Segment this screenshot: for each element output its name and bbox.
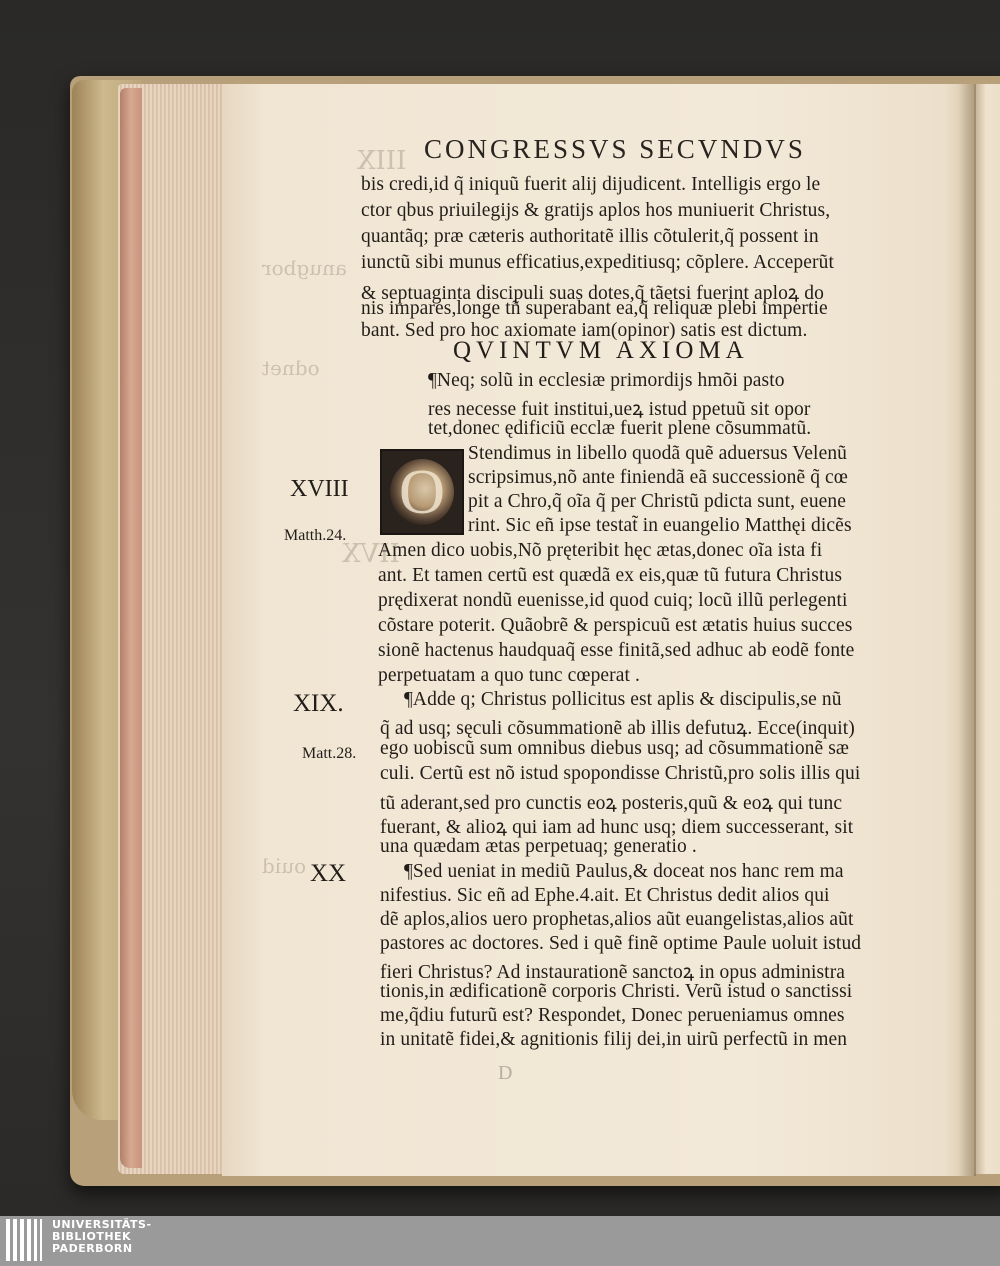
library-logo-line3: PADERBORN bbox=[52, 1242, 133, 1255]
text-line: Amen dico uobis,Nõ pręteribit hęc ætas,donec oĩa ista fi bbox=[378, 540, 823, 561]
text-line: una quædam ætas perpetuaq; generatio . bbox=[380, 836, 697, 857]
text-line: quantãq; præ cæteris authoritatẽ illis cõtulerit,q̃ possent in bbox=[361, 226, 819, 247]
margin-numeral-xix: XIX. bbox=[293, 690, 344, 717]
text-line: ego uobiscũ sum omnibus diebus usq; ad cõsummationẽ sæ bbox=[380, 738, 850, 759]
section-title: QVINTVM AXIOMA bbox=[453, 337, 749, 364]
text-line: q̃ ad usq; sęculi cõsummationẽ ab illis defutuꝝ. Ecce(inquit) bbox=[380, 718, 855, 739]
text-line: prędixerat nondũ euenisse,id quod cuiq; locũ illũ perlegenti bbox=[378, 590, 848, 611]
text-line: perpetuatam a quo tunc cœperat . bbox=[378, 665, 641, 686]
summary-line: ¶Neq; solũ in ecclesiæ primordijs hmõi pasto bbox=[428, 370, 785, 391]
text-line: sionẽ hactenus haudquaq̃ esse finitã,sed adhuc ab eodẽ fonte bbox=[378, 640, 855, 661]
library-logo-icon bbox=[6, 1219, 44, 1261]
gutter-shadow bbox=[958, 84, 976, 1176]
text-line: dẽ aplos,alios uero prophetas,alios aũt euangelistas,alios aũt bbox=[380, 909, 854, 930]
text-line: ant. Et tamen certũ est quædã ex eis,quæ tũ futura Christus bbox=[378, 565, 843, 586]
library-logo-line2: BIBLIOTHEK bbox=[52, 1230, 132, 1243]
text-line: me,q̃diu futurũ est? Respondet, Donec perueniamus omnes bbox=[380, 1005, 845, 1026]
show-through-text: ouid bbox=[262, 854, 307, 878]
show-through-text: IIIX bbox=[357, 146, 407, 176]
decorated-initial bbox=[380, 449, 464, 535]
margin-numeral-xx: XX bbox=[310, 860, 347, 887]
text-line: culi. Certũ est nõ istud spopondisse Christũ,pro solis illis qui bbox=[380, 763, 861, 784]
margin-numeral-xviii: XVIII bbox=[290, 476, 349, 502]
text-line: nis impares,longe tñ superabant ea,q̃ reliquæ plebi impertie bbox=[361, 298, 828, 319]
show-through-text: anugbor bbox=[262, 256, 347, 280]
signature-mark: D bbox=[498, 1062, 513, 1084]
text-line: ¶Sed ueniat in mediũ Paulus,& doceat nos hanc rem ma bbox=[404, 861, 844, 882]
text-line: scripsimus,nõ ante finiendã eã successionẽ q̃ cœ bbox=[468, 467, 848, 488]
text-line: bis credi,id q̃ iniquũ fuerit alij dijudicent. Intelligis ergo le bbox=[361, 174, 821, 195]
text-line: Stendimus in libello quodã quẽ aduersus Velenũ bbox=[468, 443, 848, 464]
running-header: CONGRESSVS SECVNDVS bbox=[424, 134, 806, 164]
text-line: tũ aderant,sed pro cunctis eoꝝ posteris,quũ & eoꝝ qui tunc bbox=[380, 793, 843, 814]
text-line: pit a Chro,q̃ oĩa q̃ per Christũ pdicta sunt, euene bbox=[468, 491, 847, 512]
text-line: nifestius. Sic eñ ad Ephe.4.ait. Et Christus dedit alios qui bbox=[380, 885, 830, 906]
text-line: cõstare poterit. Quãobrẽ & perspicuũ est ætatis huius succes bbox=[378, 615, 853, 636]
show-through-text: IIVX bbox=[342, 539, 400, 569]
text-line: in unitatẽ fidei,& agnitionis filij dei,in uirũ perfectũ in men bbox=[380, 1029, 848, 1050]
text-line: tionis,in ædificationẽ corporis Christi. Verũ istud o sanctissi bbox=[380, 981, 853, 1002]
initial-letter: O bbox=[398, 456, 446, 527]
text-line: rint. Sic eñ ipse testat̃ in euangelio Matthęi dicẽs bbox=[468, 515, 852, 536]
margin-reference-matt28: Matt.28. bbox=[302, 745, 357, 762]
margin-reference-matth24: Matth.24. bbox=[284, 527, 347, 544]
summary-line: res necesse fuit institui,ueꝝ istud ppetuũ sit opor bbox=[428, 399, 811, 420]
text-line: bant. Sed pro hoc axiomate iam(opinor) satis est dictum. bbox=[361, 320, 808, 341]
text-line: pastores ac doctores. Sed i quẽ finẽ optime Paule uoluit istud bbox=[380, 933, 862, 954]
library-logo-line1: UNIVERSITÄTS- bbox=[52, 1218, 152, 1231]
text-line: fieri Christus? Ad instaurationẽ sanctoꝝ in opus administra bbox=[380, 962, 846, 983]
text-line: fuerant, & alioꝝ qui iam ad hunc usq; diem successerant, sit bbox=[380, 817, 854, 838]
text-line: ctor qbus priuilegijs & gratijs aplos hos muniuerit Christus, bbox=[361, 200, 831, 221]
summary-line: tet,donec ędificiũ ecclæ fuerit plene cõsummatũ. bbox=[428, 418, 812, 439]
red-page-edge bbox=[120, 88, 142, 1168]
show-through-text: odnet bbox=[262, 356, 320, 380]
text-line: ¶Adde q; Christus pollicitus est aplis & discipulis,se nũ bbox=[404, 689, 842, 710]
text-line: & septuaginta discipuli suas dotes,q̃ tãetsi fuerint aploꝝ do bbox=[361, 283, 824, 304]
text-line: iunctũ sibi munus efficatius,expeditiusq; cõplere. Acceperũt bbox=[361, 252, 834, 273]
